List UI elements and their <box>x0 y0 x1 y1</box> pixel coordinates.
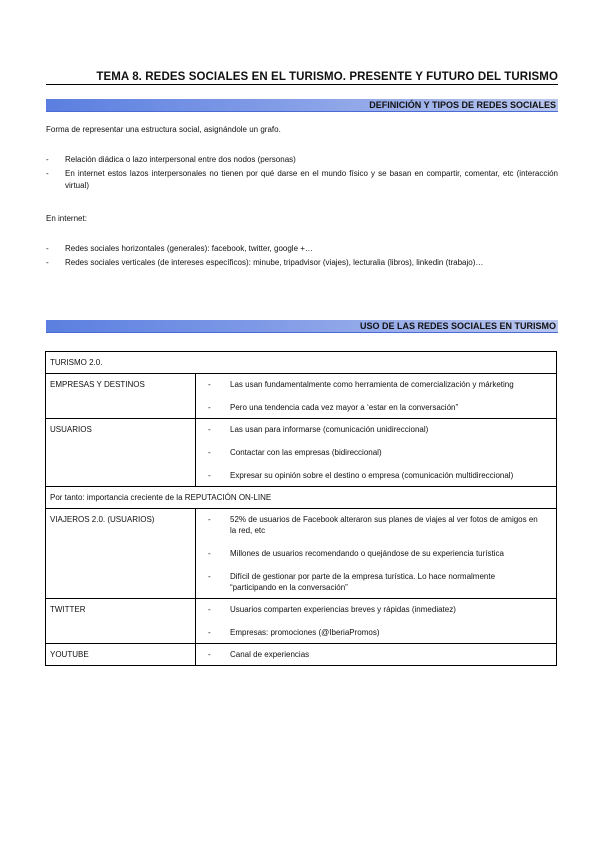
list-item: - Empresas: promociones (@IberiaPromos) <box>200 627 552 638</box>
row-content <box>196 644 557 666</box>
section-heading-label: DEFINICIÓN Y TIPOS DE REDES SOCIALES <box>369 100 556 110</box>
table-cell-reputacion: Por tanto: importancia creciente de la REPUTACIÓN ON-LINE <box>46 487 557 509</box>
list-item: - Relación diádica o lazo interpersonal entre dos nodos (personas) <box>46 154 558 166</box>
section-heading-label: USO DE LAS REDES SOCIALES EN TURISMO <box>359 321 556 331</box>
list-item: - Redes sociales verticales (de intereses específicos): minube, tripadvisor (viajes), lecturalia (libros), linkedin (trabajo)… <box>46 257 558 269</box>
section-heading-definicion <box>46 99 558 112</box>
table-row <box>46 352 557 374</box>
row-label: TWITTER <box>46 599 196 644</box>
table-row <box>46 644 557 666</box>
list-item: - 52% de usuarios de Facebook alteraron sus planes de viajes al ver fotos de amigos en la red, etc <box>200 514 552 536</box>
list-item: - Canal de experiencias <box>200 649 552 660</box>
list-item: - Las usan fundamentalmente como herramienta de comercialización y márketing <box>200 379 552 390</box>
document-title: TEMA 8. REDES SOCIALES EN EL TURISMO. PRESENTE Y FUTURO DEL TURISMO <box>46 71 558 85</box>
internet-label: En internet: <box>46 214 87 223</box>
definition-list <box>46 154 558 194</box>
row-label: USUARIOS <box>46 419 196 487</box>
table-row <box>46 509 557 599</box>
row-content <box>196 419 557 487</box>
list-item: - Las usan para informarse (comunicación unidireccional) <box>200 424 552 435</box>
table-row <box>46 419 557 487</box>
list-item: - Millones de usuarios recomendando o quejándose de su experiencia turística <box>200 548 552 559</box>
list-item: - Difícil de gestionar por parte de la empresa turística. Lo hace normalmente “participando en la conversación” <box>200 571 552 593</box>
row-content <box>196 374 557 419</box>
row-label: VIAJEROS 2.0. (USUARIOS) <box>46 509 196 599</box>
table-row <box>46 487 557 509</box>
internet-list <box>46 243 558 271</box>
row-label: YOUTUBE <box>46 644 196 666</box>
list-item: - Usuarios comparten experiencias breves y rápidas (inmediatez) <box>200 604 552 615</box>
table-row <box>46 599 557 644</box>
uso-table <box>45 351 557 666</box>
list-item: - Redes sociales horizontales (generales): facebook, twitter, google +… <box>46 243 558 255</box>
list-item: - Pero una tendencia cada vez mayor a ‘estar en la conversación” <box>200 402 552 413</box>
list-item: - En internet estos lazos interpersonales no tienen por qué darse en el mundo físico y se basan en compartir, comentar, etc (interacción virtual) <box>46 168 558 192</box>
row-content <box>196 599 557 644</box>
row-content <box>196 509 557 599</box>
table-row <box>46 374 557 419</box>
list-item: - Expresar su opinión sobre el destino o empresa (comunicación multidireccional) <box>200 470 552 481</box>
section-heading-uso <box>46 320 558 333</box>
row-label: EMPRESAS Y DESTINOS <box>46 374 196 419</box>
intro-paragraph: Forma de representar una estructura social, asignándole un grafo. <box>46 125 281 134</box>
list-item: - Contactar con las empresas (bidireccional) <box>200 447 552 458</box>
table-cell-turismo: TURISMO 2.0. <box>46 352 557 374</box>
